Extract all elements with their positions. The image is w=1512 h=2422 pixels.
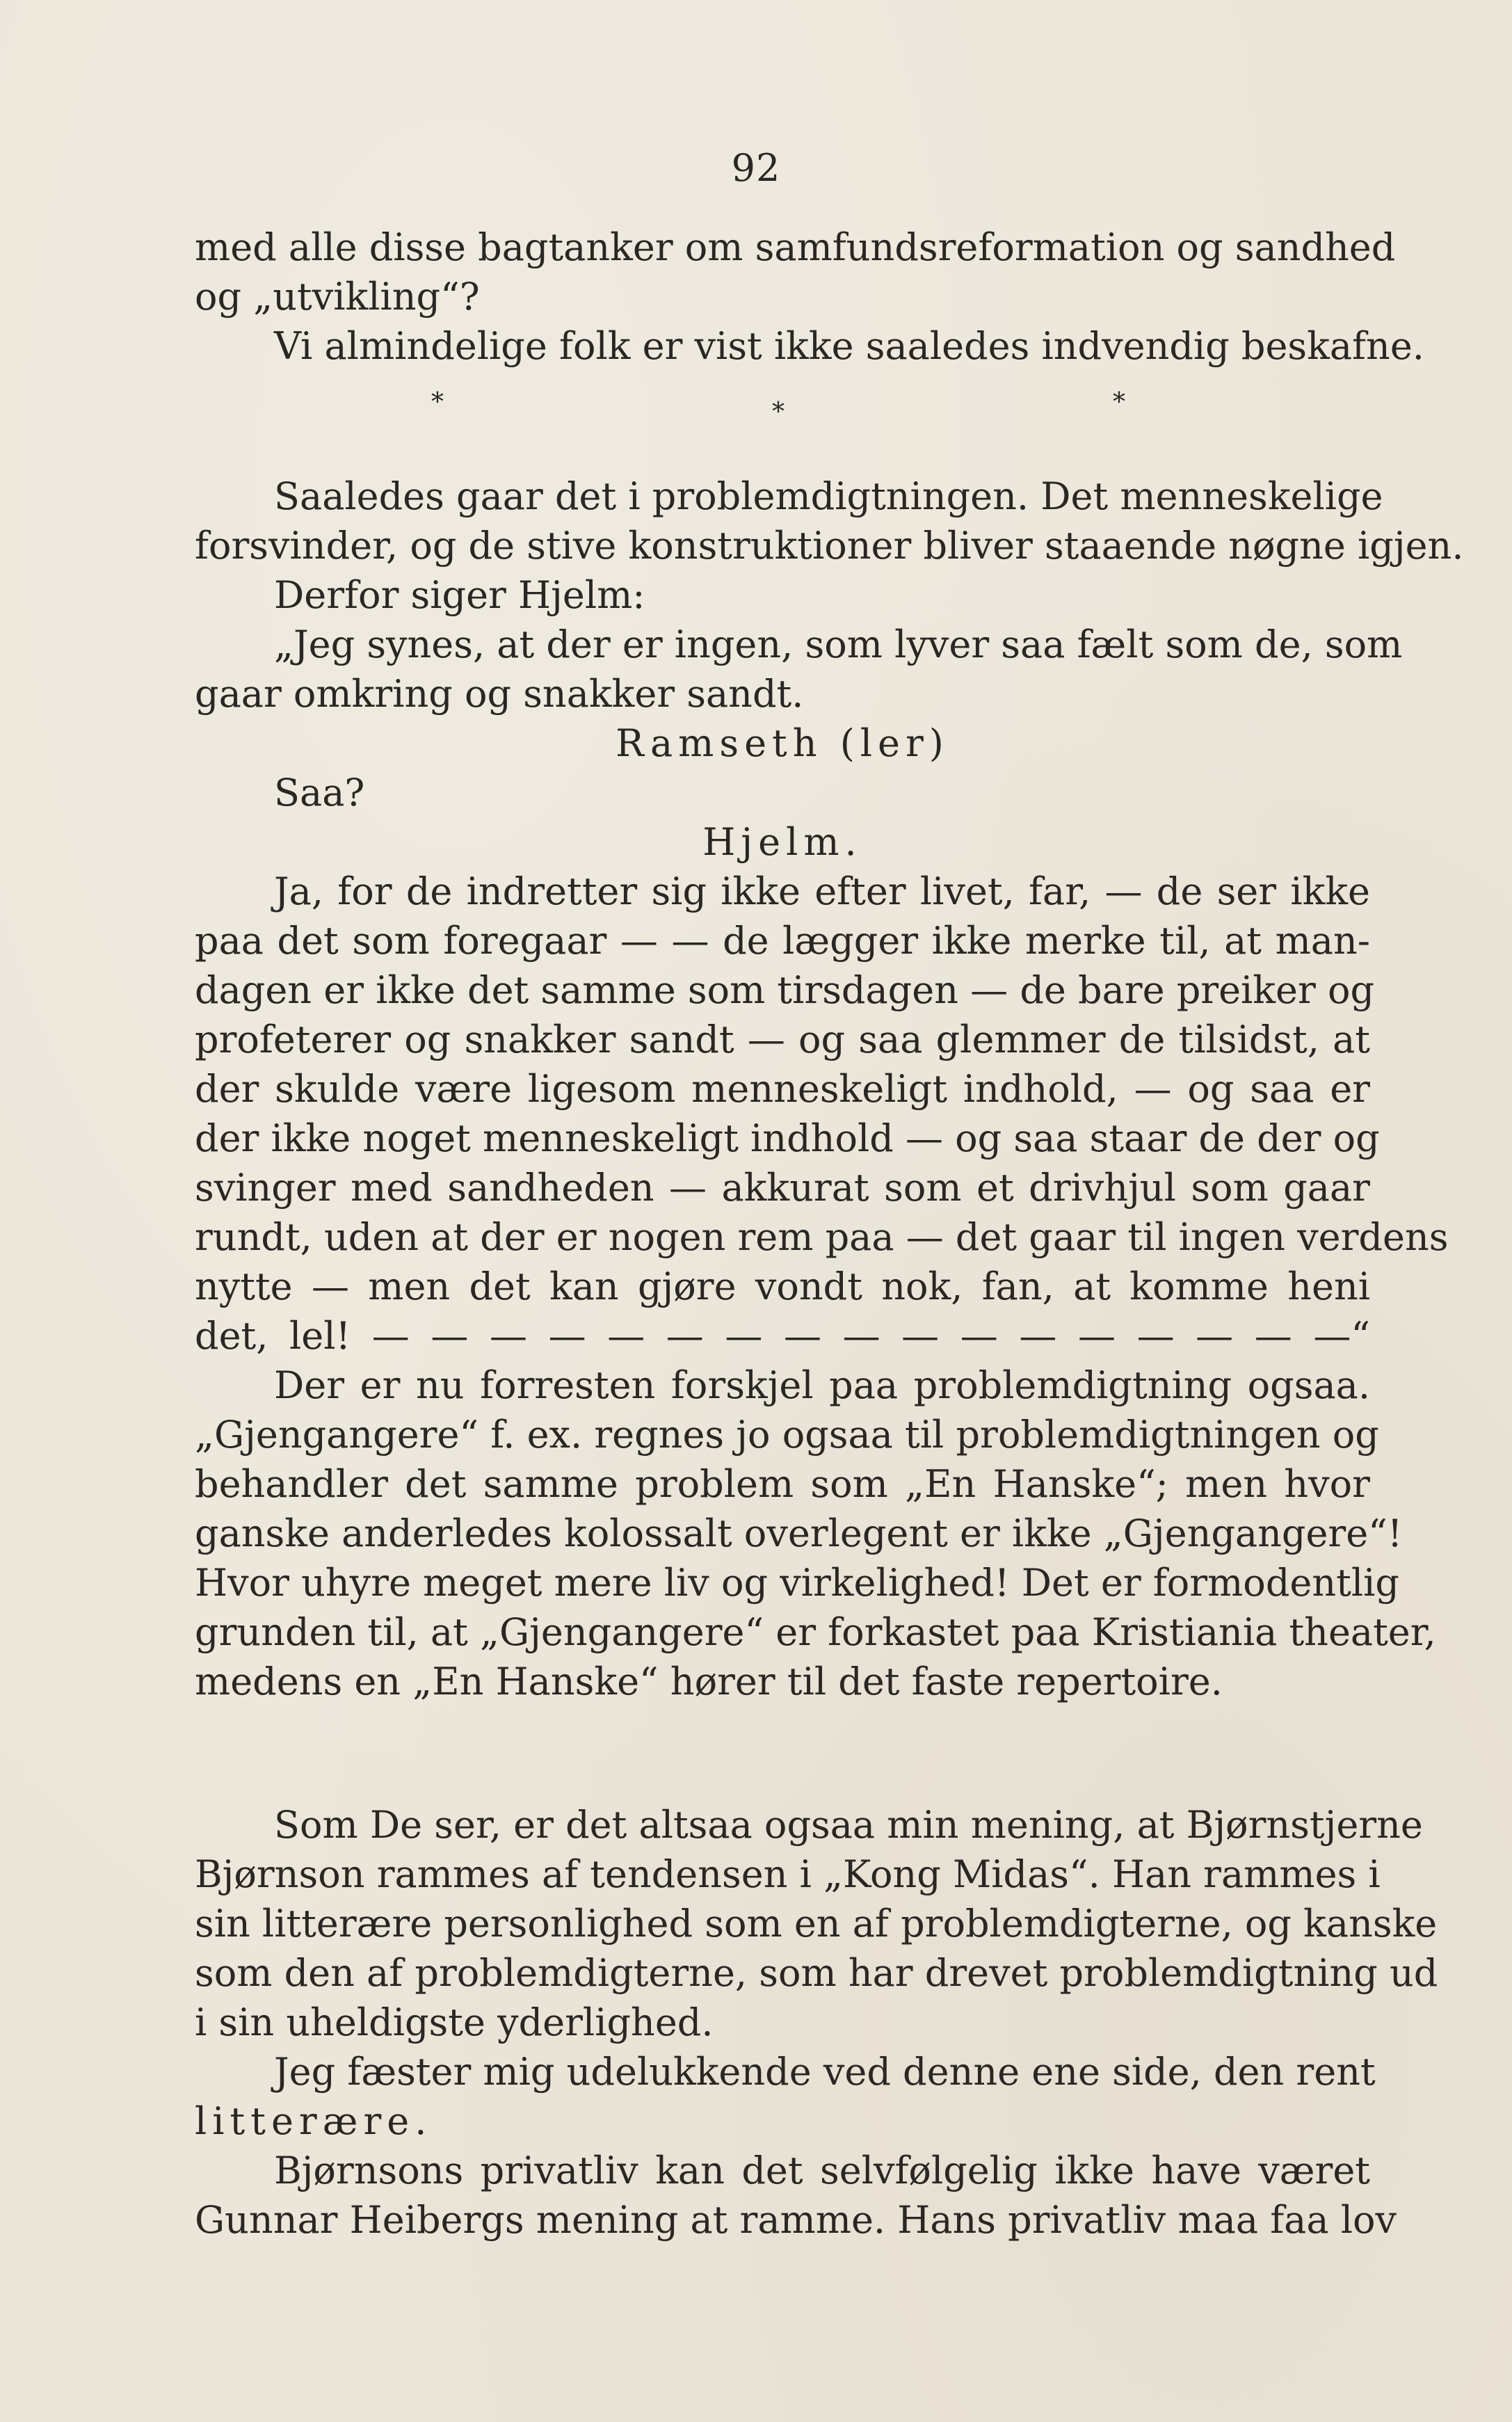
text-line: medens en „En Hanske“ hører til det faste repertoire. [195,1660,1223,1703]
text-line: Ja, for de indretter sig ikke efter livet, far, — de ser ikke [274,869,1370,913]
text-line: Bjørnson rammes af tendensen i „Kong Midas“. Han rammes i [195,1852,1381,1896]
text-line: Hvor uhyre meget mere liv og virkelighed! Det er formodentlig [195,1561,1399,1605]
text-line: nytte — men det kan gjøre vondt nok, fan, at komme heni [195,1265,1370,1308]
text-line: Saaledes gaar det i problemdigtningen. Det menneskelige [274,474,1383,518]
text-line: Vi almindelige folk er vist ikke saaledes indvendig beskafne. [274,324,1424,368]
text-line: rundt, uden at der er nogen rem paa — det gaar til ingen verdens [195,1215,1449,1259]
text-line: profeterer og snakker sandt — og saa glemmer de tilsidst, at [195,1018,1370,1061]
text-line: paa det som foregaar — — de lægger ikke merke til, at man- [195,919,1370,963]
paragraph-section-3 [195,1800,1438,2245]
text-line: forsvinder, og de stive konstruktioner bliver staaende nøgne igjen. [195,524,1464,568]
section-separator [195,373,1370,426]
text-line: „Jeg synes, at der er ingen, som lyver saa fælt som de, som [274,623,1403,666]
text-line: grunden til, at „Gjengangere“ er forkastet paa Kristiania theater, [195,1610,1436,1654]
text-line: Som De ser, er det altsaa ogsaa min mening, at Bjørnstjerne [274,1803,1423,1847]
text-line: svinger med sandheden — akkurat som et drivhjul som gaar [195,1166,1370,1210]
text-line: der ikke noget menneskeligt indhold — og saa staar de der og [195,1116,1380,1160]
text-line: i sin uheldigste yderlighed. [195,2000,714,2044]
text-line: Jeg fæster mig udelukkende ved denne ene side, den rent [274,2050,1376,2094]
separator-star: * [1113,388,1125,417]
text-line: gaar omkring og snakker sandt. [195,672,804,716]
speaker-name: Ramseth (ler) [616,721,949,765]
text-line: dagen er ikke det samme som tirsdagen — de bare preiker og [195,968,1375,1012]
text-line: og „utvikling“? [195,275,480,319]
paragraph-section-1 [195,223,1424,371]
text-line: med alle disse bagtanker om samfundsreformation og sandhed [195,225,1396,269]
text-line: behandler det samme problem som „En Hanske“; men hvor [195,1462,1370,1506]
separator-star: * [772,398,785,426]
page-number: 92 [731,146,781,190]
text-line: Derfor siger Hjelm: [274,573,645,617]
separator-star: * [431,388,444,417]
text-line: Gunnar Heibergs mening at ramme. Hans privatliv maa faa lov [195,2198,1397,2242]
text-line: Der er nu forresten forskjel paa problemdigtning ogsaa. [274,1363,1370,1407]
text-line: som den af problemdigterne, som har drevet problemdigtning ud [195,1951,1438,1995]
text-line: ganske anderledes kolossalt overlegent er ikke „Gjengangere“! [195,1511,1403,1555]
text-line: Bjørnsons privatliv kan det selvfølgelig ikke have været [274,2149,1370,2192]
text-line: sin litterære personlighed som en af problemdigterne, og kanske [195,1902,1438,1946]
text-line: litterære. [195,2099,433,2143]
text-line: der skulde være ligesom menneskeligt indhold, — og saa er [195,1067,1370,1111]
text-line: Saa? [274,771,365,815]
paragraph-section-2 [195,472,1464,1706]
speaker-name: Hjelm. [702,820,862,864]
text-line: „Gjengangere“ f. ex. regnes jo ogsaa til problemdigtningen og [195,1413,1379,1457]
text-line: det, lel! — — — — — — — — — — — — — — — — —“ [195,1314,1370,1358]
